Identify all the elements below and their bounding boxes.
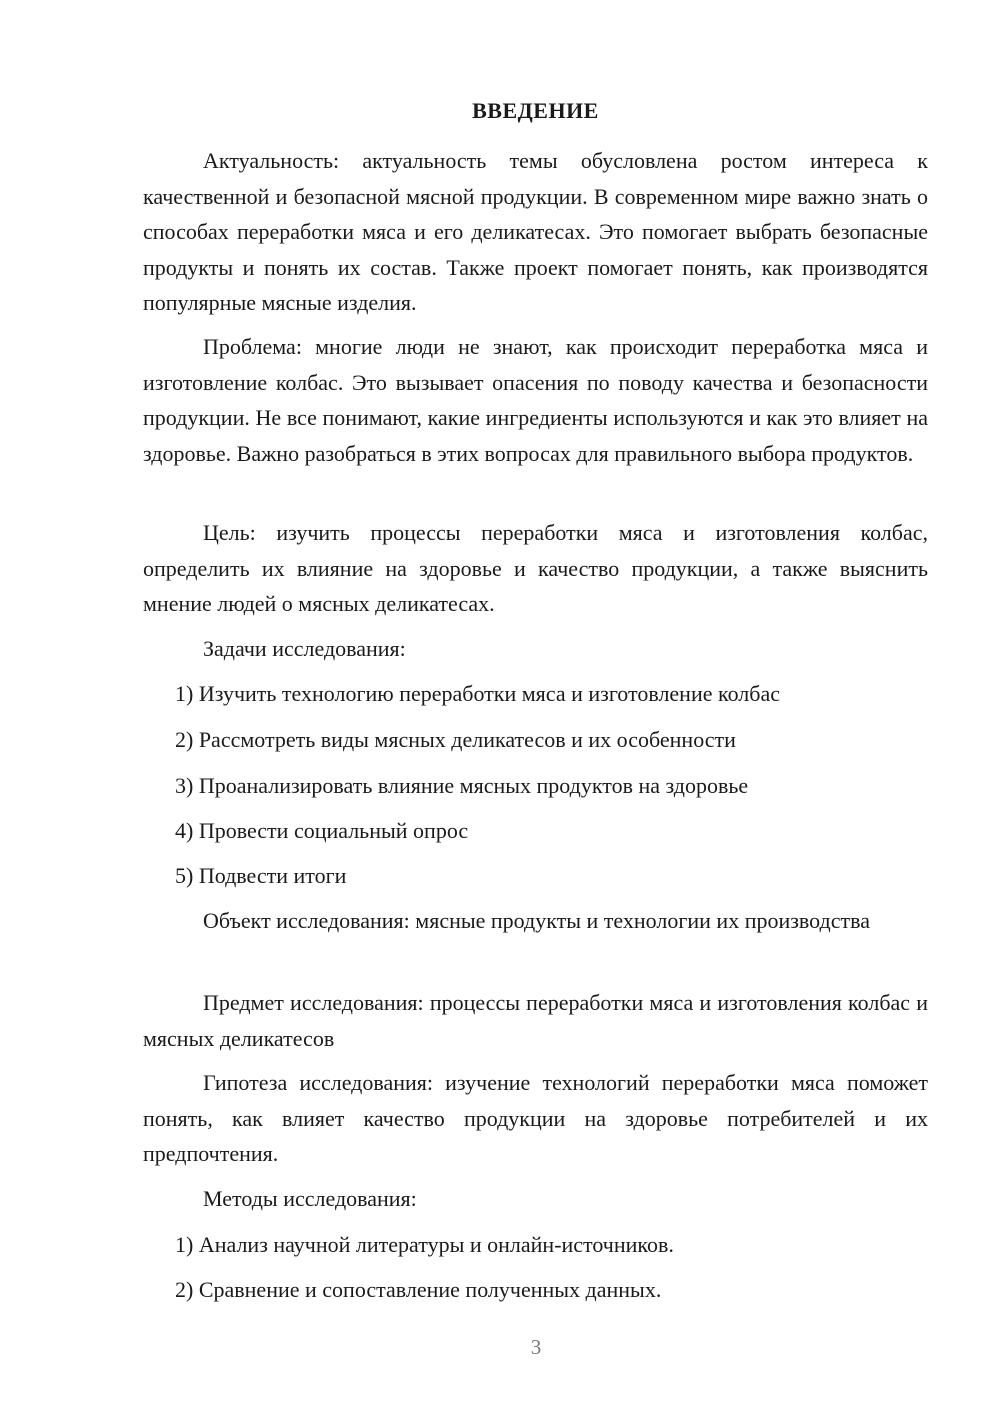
section-title: ВВЕДЕНИЕ (472, 98, 599, 123)
method-item: 1) Анализ научной литературы и онлайн-источников. (175, 1232, 674, 1257)
page-number: 3 (530, 1335, 542, 1359)
paragraph-goal: Цель: изучить процессы переработки мяса и изготовления колбас, определить их влияние на здоровье и качество продукции, а также выяснить мнение людей о мясных деликатесах. (143, 520, 928, 616)
paragraph-relevance: Актуальность: актуальность темы обусловлена ростом интереса к качественной и безопасной мясной продукции. В современном мире важно знать о способах переработки мяса и его деликатесах. Это помогает выбрать безопасные продукты и понять их состав. Также проект помогает понять, как производятся популярные мясные изделия. (143, 148, 928, 315)
tasks-heading: Задачи исследования: (203, 636, 406, 661)
paragraph-subject: Предмет исследования: процессы переработки мяса и изготовления колбас и мясных деликатесов (143, 990, 928, 1051)
paragraph-problem: Проблема: многие люди не знают, как происходит переработка мяса и изготовление колбас. Это вызывает опасения по поводу качества и безопасности продукции. Не все понимают, какие ингредиенты используются и как это влияет на здоровье. Важно разобраться в этих вопросах для правильного выбора продуктов. (143, 334, 928, 466)
paragraph-hypothesis: Гипотеза исследования: изучение технологий переработки мяса поможет понять, как влияет качество продукции на здоровье потребителей и их предпочтения. (143, 1070, 928, 1166)
task-item: 5) Подвести итоги (175, 863, 347, 888)
method-item: 2) Сравнение и сопоставление полученных данных. (175, 1277, 662, 1302)
task-item: 2) Рассмотреть виды мясных деликатесов и их особенности (175, 727, 736, 752)
methods-heading: Методы исследования: (203, 1186, 417, 1211)
paragraph-object: Объект исследования: мясные продукты и технологии их производства (203, 908, 870, 933)
task-item: 1) Изучить технологию переработки мяса и изготовление колбас (175, 681, 780, 706)
task-item: 4) Провести социальный опрос (175, 818, 469, 843)
task-item: 3) Проанализировать влияние мясных продуктов на здоровье (175, 773, 749, 798)
